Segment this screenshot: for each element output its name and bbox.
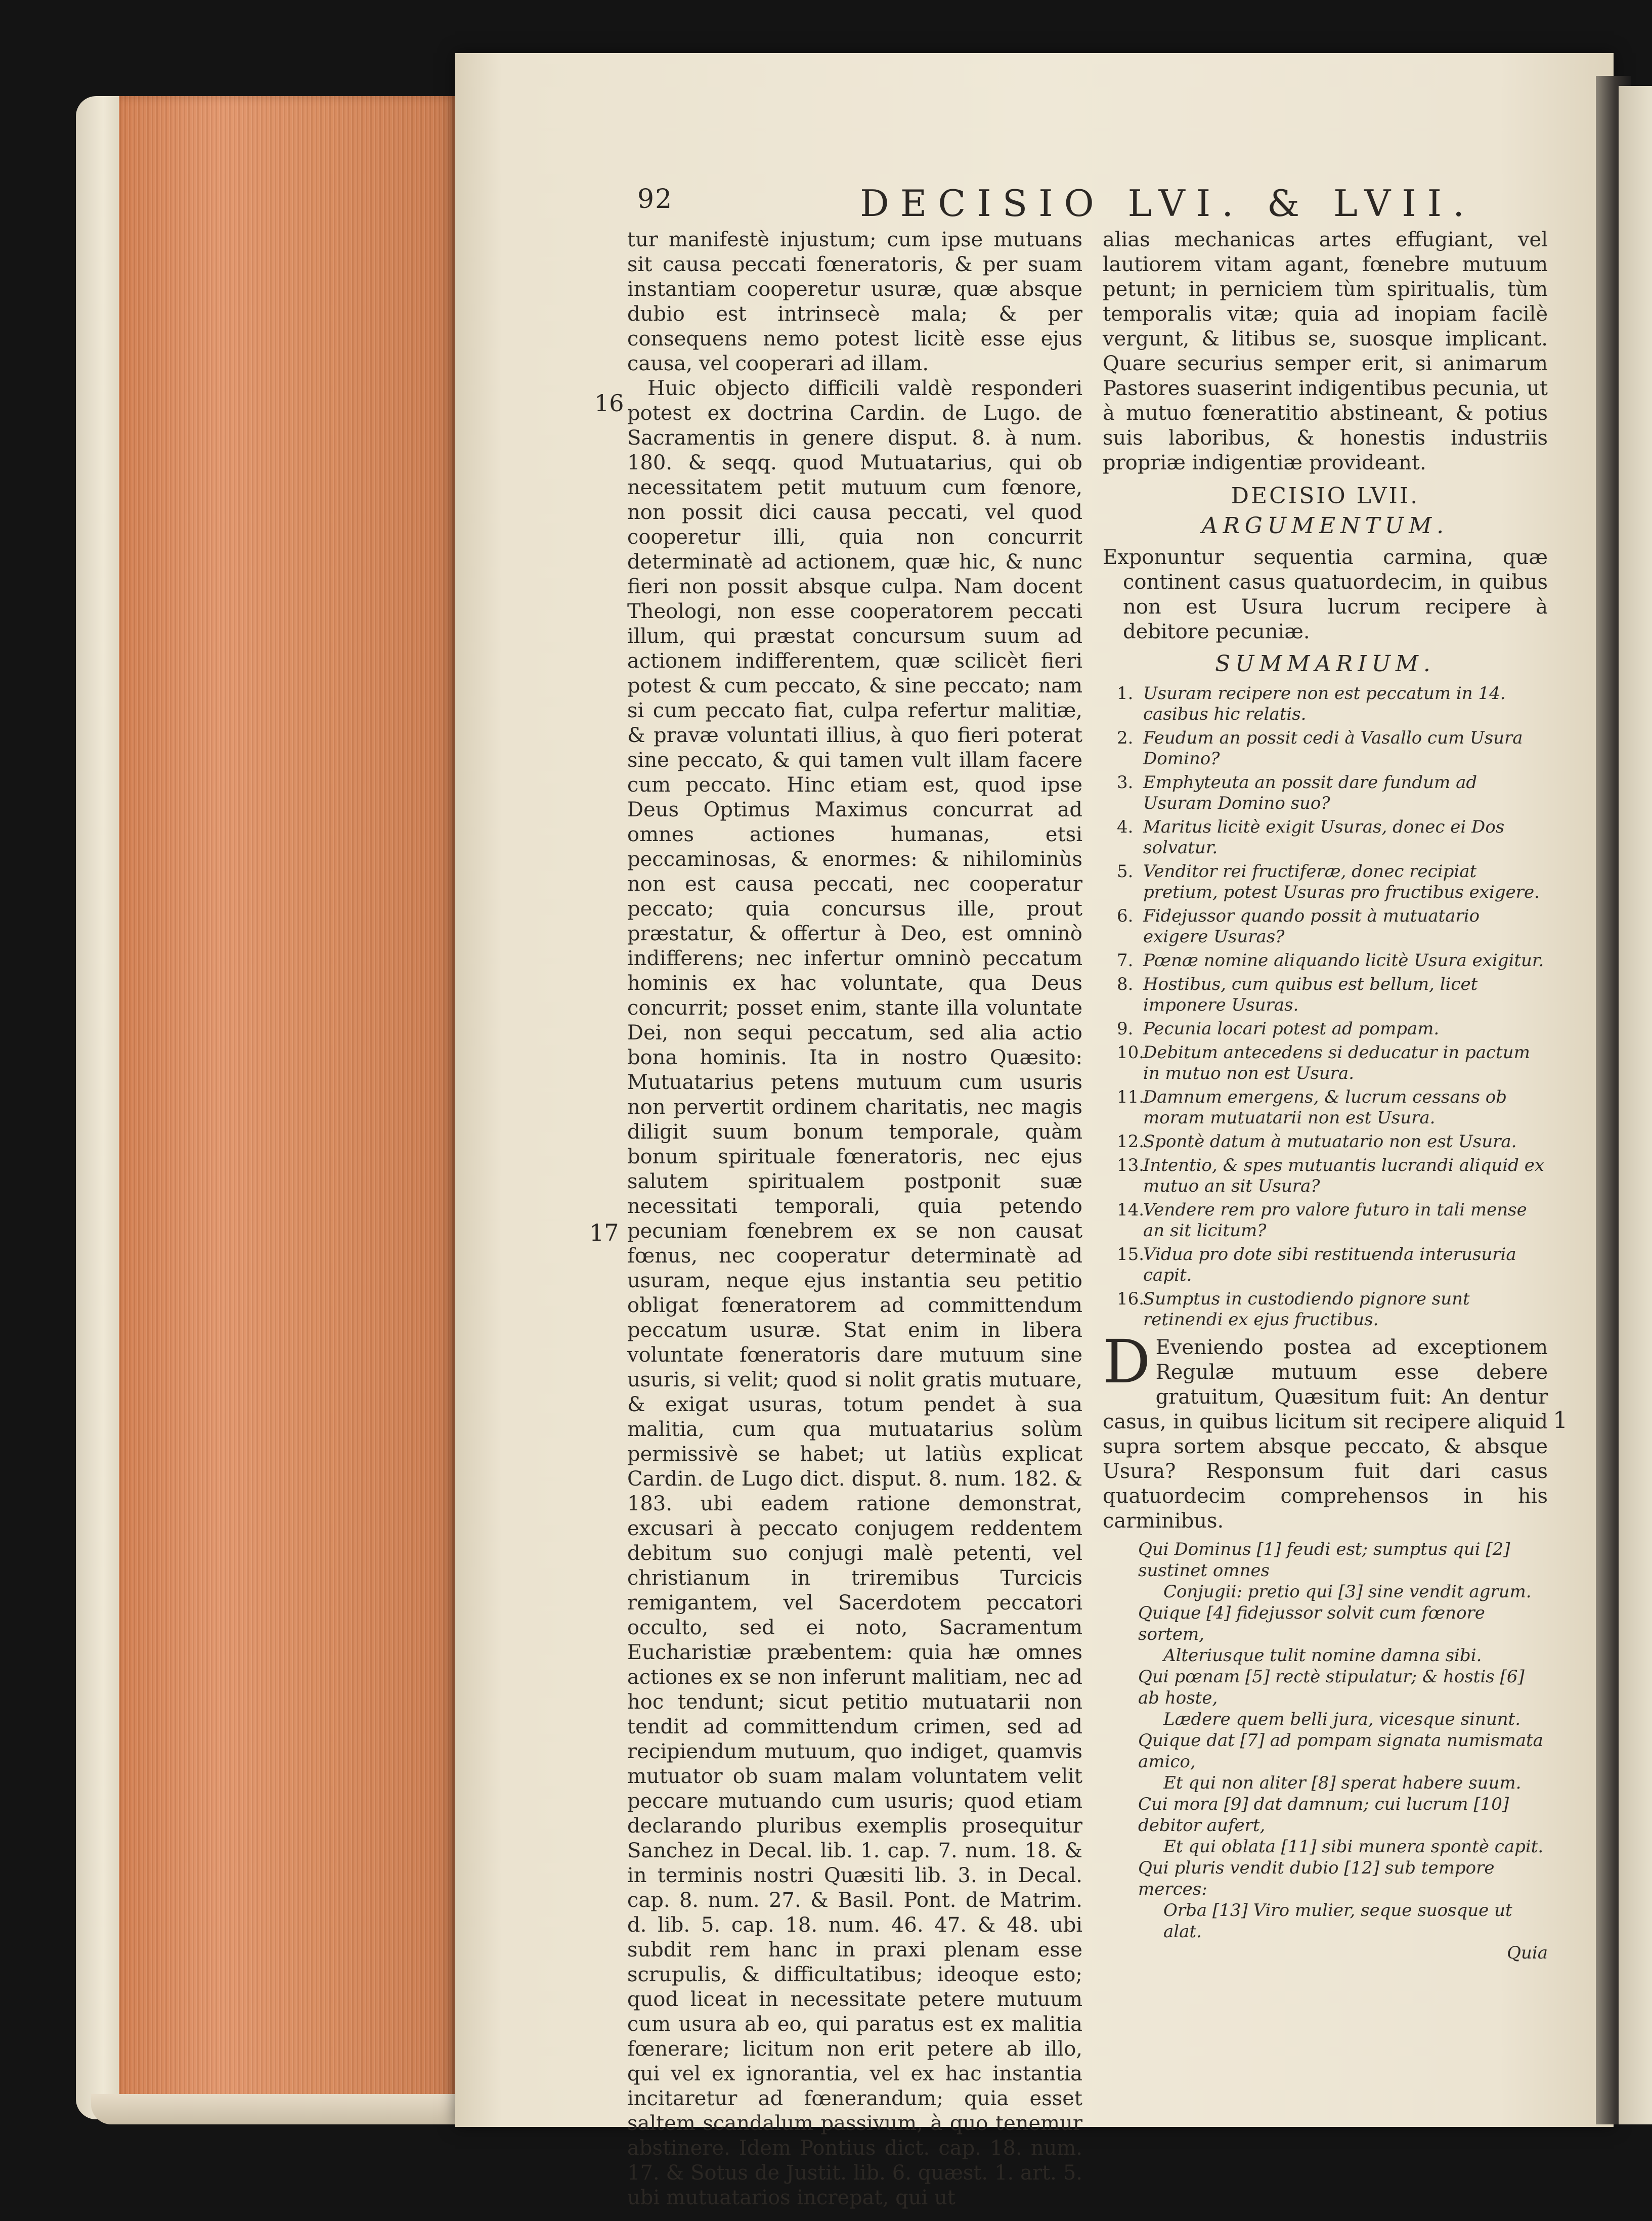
summarium-text: Vendere rem pro valore futuro in tali mense an sit licitum? bbox=[1143, 1200, 1527, 1241]
summarium-text: Sumptus in custodiendo pignore sunt retinendi ex ejus fructibus. bbox=[1143, 1289, 1470, 1330]
summarium-number: 3. bbox=[1117, 772, 1134, 793]
summarium-item bbox=[1103, 1019, 1548, 1039]
verse-line: Quia bbox=[1507, 1943, 1548, 1963]
summarium-item bbox=[1103, 1200, 1548, 1241]
drop-cap: D bbox=[1103, 1327, 1151, 1397]
summarium-item bbox=[1103, 1087, 1548, 1128]
paragraph: Huic objecto difficili valdè responderi potest ex doctrina Cardin. de Lugo. de Sacramentis in genere disput. 8. à num. 180. & seqq. quod Mutuatarius, qui ob necessitatem petit mutuum cum fœnore, non possit dici causa peccati, vel quod cooperetur illi, quia non concurrit determinatè ad actionem, quæ hic, & nunc fieri non possit absque culpa. Nam docent Theologi, non esse cooperatorem peccati illum, qui præstat concursum suum ad actionem indifferentem, quæ scilicèt fieri potest & cum peccato, & sine peccato; nam si cum peccato fiat, culpa refertur malitiæ, & pravæ voluntati illius, à quo fieri poterat sine peccato, & qui tamen vult illam facere cum peccato. Hinc etiam est, quod ipse Deus Optimus Maximus concurrat ad omnes actiones humanas, etsi peccaminosas, & enormes: & nihilominùs non est causa peccati, nec cooperatur peccato; quia concursus ille, prout præstatur, & offertur à Deo, est omninò indifferens; nec infertur omninò peccatum hominis ex hac voluntate, qua Deus concurrit; posset enim, stante illa voluntate Dei, non sequi peccatum, sed alia actio bona hominis. Ita in nostro Quæsito: Mutuatarius petens mutuum cum usuris non pervertit ordinem charitatis, nec magis diligit suum bonum temporale, quàm bonum spirituale fœneratoris, nec ejus salutem spiritualem postponit suæ necessitati temporali, quia petendo pecuniam fœnebrem ex se non causat fœnus, nec cooperatur determinatè ad usuram, neque ejus instantia seu petitio obligat fœneratorem ad committendum peccatum usuræ. Stat enim in libera voluntate fœneratoris dare mutuum sine usuris, si velit; quod si nolit gratis mutuare, & exigat usuras, totum pendet à sua malitia, cum qua mutuatarius solùm permissivè se habet; ut latiùs explicat Cardin. de Lugo dict. disput. 8. num. 182. & 183. ubi eadem ratione demonstrat, excusari à peccato conjugem reddentem debitum suo conjugi malè petenti, vel christianum in triremibus Turcicis remigantem, vel Sacerdotem peccatori occulto, sed ei noto, Sacramentum Eucharistiæ præbentem: quia hæ omnes actiones ex se non inferunt malitiam, nec ad hoc tendunt; sicut petitio mutuatarii non tendit ad committendum crimen, sed ad recipiendum mutuum, quo indiget, quamvis mutuator ob suam malam voluntatem velit peccare mutuando cum usuris; quod etiam declarando pluribus exemplis prosequitur Sanchez in Decal. lib. 1. cap. 7. num. 18. & in terminis nostri Quæsiti lib. 3. in Decal. cap. 8. num. 27. & Basil. Pont. de Matrim. d. lib. 5. cap. 18. num. 46. 47. & 48. ubi subdit rem hanc in praxi plenam esse scrupulis, & difficultatibus; ideoque esto; quod liceat in necessitate petere mutuum cum usura ab eo, qui paratus est ex malitia fœnerare; licitum non erit petere ab illo, qui vel ex ignorantia, vel ex hac instantia incitaretur ad fœnerandum; quia esset saltem scandalum passivum, à quo tenemur abstinere. Idem Pontius dict. cap. 18. num. 17. & Sotus de Justit. lib. 6. quæst. 1. art. 5. ubi mutuatarios increpat, qui ut bbox=[627, 377, 1082, 2209]
summarium-number: 12. bbox=[1117, 1131, 1145, 1152]
summarium-item bbox=[1103, 950, 1548, 971]
summarium-item bbox=[1103, 728, 1548, 769]
summarium-number: 4. bbox=[1117, 817, 1134, 837]
verse-line: Qui Dominus [1] feudi est; sumptus qui [2] sustinet omnes bbox=[1138, 1539, 1510, 1581]
verse-block bbox=[1103, 1539, 1548, 1964]
summarium-text: Pœnæ nomine aliquando licitè Usura exigitur. bbox=[1143, 950, 1544, 971]
verse-line: Cui mora [9] dat damnum; cui lucrum [10] debitor aufert, bbox=[1138, 1794, 1509, 1836]
summarium-item bbox=[1103, 772, 1548, 814]
book-bottom-edge bbox=[91, 2094, 458, 2124]
paragraph: Eveniendo postea ad exceptionem Regulæ mutuum esse debere gratuitum, Quæsitum fuit: An dentur casus, in quibus licitum sit recipere aliquid supra sortem absque peccato, & absque Usura? Responsum fuit dari casus quatuordecim comprehensos in his carminibus. bbox=[1103, 1336, 1548, 1533]
summarium-text: Usuram recipere non est peccatum in 14. casibus hic relatis. bbox=[1143, 683, 1506, 724]
summarium-number: 16. bbox=[1117, 1289, 1145, 1309]
summarium-number: 13. bbox=[1117, 1155, 1145, 1175]
summarium-number: 7. bbox=[1117, 950, 1134, 971]
summarium-item bbox=[1103, 861, 1548, 903]
right-column bbox=[1103, 228, 1548, 1964]
summarium-list bbox=[1103, 683, 1548, 1330]
summarium-text: Pecunia locari potest ad pompam. bbox=[1143, 1019, 1440, 1039]
verse-line: Quique dat [7] ad pompam signata numismata amico, bbox=[1138, 1730, 1543, 1772]
summarium-number: 6. bbox=[1117, 906, 1134, 926]
summarium-text: Damnum emergens, & lucrum cessans ob moram mutuatarii non est Usura. bbox=[1143, 1087, 1507, 1128]
summarium-number: 9. bbox=[1117, 1019, 1134, 1039]
paragraph: alias mechanicas artes effugiant, vel lautiorem vitam agant, fœnebre mutuum petunt; in perniciem tùm spiritualis, tùm temporalis vitæ; quia ad inopiam facilè vergunt, & litibus se, suosque implicant. Quare securius semper erit, si animarum Pastores suaserint indigentibus pecunia, ut à mutuo fœneratitio abstineant, & potius suis laboribus, & honestis industriis propriæ indigentiæ provideant. bbox=[1103, 228, 1548, 474]
page-number: 92 bbox=[637, 184, 673, 214]
margin-number: 1 bbox=[1553, 1406, 1568, 1433]
verse-line: Et qui oblata [11] sibi munera spontè capit. bbox=[1163, 1837, 1544, 1857]
page-edges-red bbox=[119, 96, 458, 2109]
argumentum-text: Exponuntur sequentia carmina, quæ continent casus quatuordecim, in quibus non est Usura lucrum recipere à debitore pecuniæ. bbox=[1103, 546, 1548, 643]
verse-line: Alteriusque tulit nomine damna sibi. bbox=[1163, 1645, 1482, 1666]
summarium-text: Hostibus, cum quibus est bellum, licet imponere Usuras. bbox=[1143, 974, 1478, 1015]
summarium-text: Emphyteuta an possit dare fundum ad Usuram Domino suo? bbox=[1143, 772, 1477, 813]
summarium-item bbox=[1103, 1244, 1548, 1286]
summarium-item bbox=[1103, 817, 1548, 858]
summarium-item bbox=[1103, 1155, 1548, 1197]
summarium-item bbox=[1103, 683, 1548, 725]
summarium-heading: SUMMARIUM. bbox=[1215, 651, 1436, 677]
summarium-item bbox=[1103, 1042, 1548, 1084]
verse-line: Orba [13] Viro mulier, seque suosque ut alat. bbox=[1163, 1900, 1512, 1942]
verse-line: Lædere quem belli jura, vicesque sinunt. bbox=[1163, 1709, 1521, 1729]
summarium-number: 1. bbox=[1117, 683, 1134, 704]
summarium-number: 10. bbox=[1117, 1042, 1145, 1063]
summarium-item bbox=[1103, 906, 1548, 947]
summarium-text: Feudum an possit cedi à Vasallo cum Usura Domino? bbox=[1143, 728, 1523, 769]
summarium-number: 8. bbox=[1117, 974, 1134, 994]
verse-line: Et qui non aliter [8] sperat habere suum. bbox=[1163, 1773, 1521, 1793]
summarium-text: Venditor rei fructiferæ, donec recipiat pretium, potest Usuras pro fructibus exigere. bbox=[1143, 861, 1540, 902]
summarium-item bbox=[1103, 1131, 1548, 1152]
summarium-text: Fidejussor quando possit à mutuatario exigere Usuras? bbox=[1143, 906, 1480, 947]
summarium-text: Spontè datum à mutuatario non est Usura. bbox=[1143, 1131, 1517, 1152]
decision-body bbox=[1103, 1327, 1548, 1534]
summarium-text: Vidua pro dote sibi restituenda interusuria capit. bbox=[1143, 1244, 1516, 1285]
summarium-text: Intentio, & spes mutuantis lucrandi aliquid ex mutuo an sit Usura? bbox=[1143, 1155, 1545, 1196]
running-head bbox=[637, 182, 1538, 228]
summarium-number: 5. bbox=[1117, 861, 1134, 882]
verse-line: Quique [4] fidejussor solvit cum fœnore sortem, bbox=[1138, 1603, 1485, 1644]
argumentum-heading: ARGUMENTUM. bbox=[1201, 513, 1449, 539]
facing-page-edge bbox=[1619, 86, 1652, 2124]
verse-line: Qui pluris vendit dubio [12] sub tempore merces: bbox=[1138, 1858, 1495, 1899]
verse-line: Qui pœnam [5] rectè stipulatur; & hostis [6] ab hoste, bbox=[1138, 1667, 1525, 1708]
summarium-number: 15. bbox=[1117, 1244, 1145, 1265]
summarium-text: Debitum antecedens si deducatur in pactum in mutuo non est Usura. bbox=[1143, 1042, 1530, 1083]
decision-heading: DECISIO LVII. bbox=[1231, 483, 1420, 509]
running-title: DECISIO LVI. & LVII. bbox=[860, 182, 1475, 225]
summarium-number: 11. bbox=[1117, 1087, 1145, 1107]
verse-line: Conjugii: pretio qui [3] sine vendit agrum. bbox=[1163, 1582, 1532, 1602]
summarium-number: 2. bbox=[1117, 728, 1134, 748]
summarium-item bbox=[1103, 1289, 1548, 1330]
summarium-item bbox=[1103, 974, 1548, 1016]
left-column bbox=[627, 228, 1082, 2210]
margin-number: 16 bbox=[594, 389, 624, 417]
summarium-number: 14. bbox=[1117, 1200, 1145, 1220]
margin-number: 17 bbox=[589, 1219, 619, 1246]
paragraph: tur manifestè injustum; cum ipse mutuans sit causa peccati fœneratoris, & per suam instantiam cooperetur usuræ, quæ absque dubio est intrinsecè mala; & per consequens nemo potest licitè esse ejus causa, vel cooperari ad illam. bbox=[627, 228, 1082, 375]
summarium-text: Maritus licitè exigit Usuras, donec ei Dos solvatur. bbox=[1143, 817, 1505, 858]
